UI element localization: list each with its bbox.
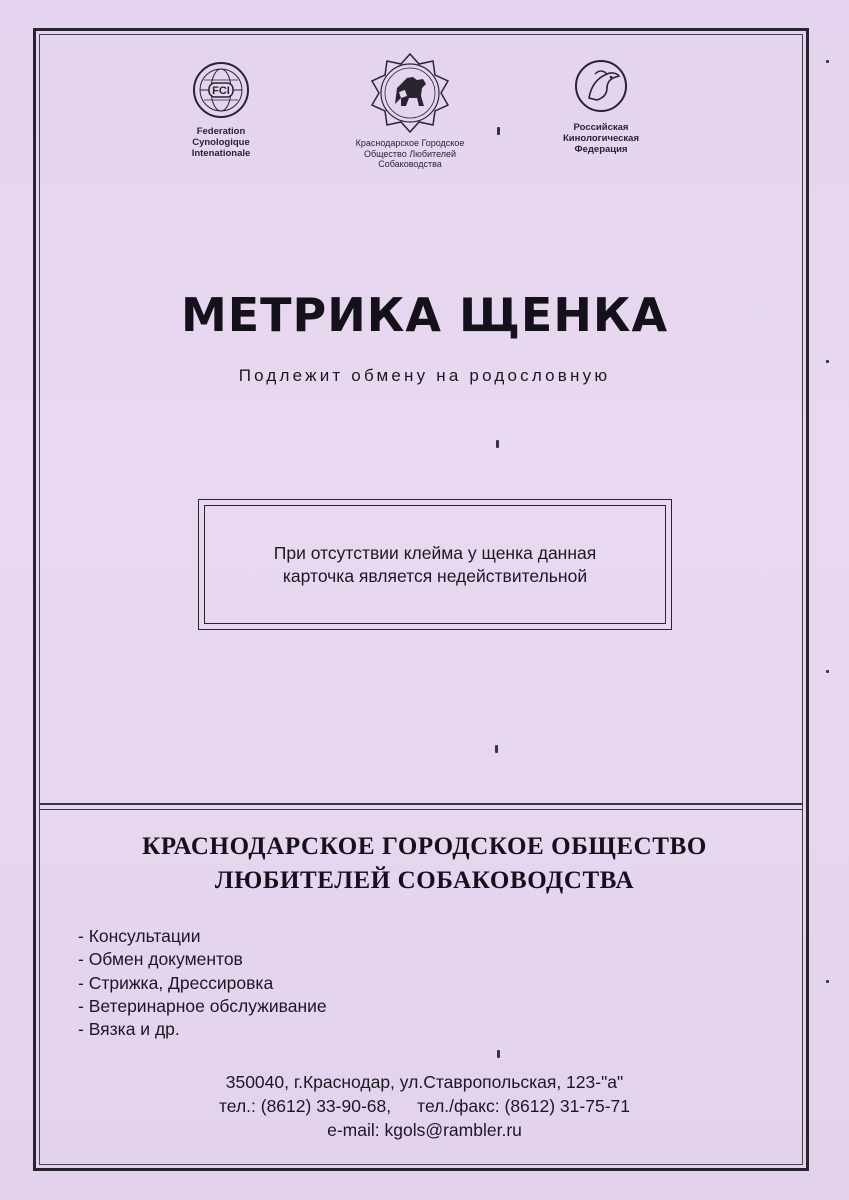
organization-name-line: КРАСНОДАРСКОЕ ГОРОДСКОЕ ОБЩЕСТВО	[142, 833, 707, 860]
scan-speck	[826, 980, 829, 983]
dog-emblem-icon	[369, 52, 451, 134]
notice-line: карточка является недействительной	[282, 565, 588, 586]
service-item: - Вязка и др.	[78, 1019, 180, 1040]
rkf-logo	[542, 58, 660, 155]
address: 350040, г.Краснодар, ул.Ставропольская, 123-"а"	[225, 1072, 624, 1092]
rkf-label-line: Федерация	[574, 144, 628, 155]
service-item: - Обмен документов	[78, 949, 243, 970]
fci-globe-icon	[191, 60, 251, 120]
borzoi-head-icon	[573, 58, 629, 114]
service-item: - Ветеринарное обслуживание	[78, 995, 327, 1016]
document-subtitle: Подлежит обмену на родословную	[238, 366, 611, 385]
scan-speck	[826, 60, 829, 63]
kgols-label-line: Общество Любителей	[363, 148, 457, 159]
contacts-block	[0, 1070, 849, 1142]
service-item: - Консультации	[78, 926, 201, 946]
scan-speck	[497, 1050, 500, 1058]
email: e-mail: kgols@rambler.ru	[327, 1120, 522, 1140]
organization-name-line: ЛЮБИТЕЛЕЙ СОБАКОВОДСТВА	[214, 867, 635, 894]
phones-line	[0, 1094, 849, 1118]
phone: тел.: (8612) 33-90-68,	[218, 1096, 392, 1116]
notice-box	[204, 505, 666, 624]
service-item: - Стрижка, Дрессировка	[78, 972, 274, 993]
section-divider-thin	[39, 809, 803, 810]
rkf-label-line: Российская	[573, 122, 629, 133]
fci-label-line: Intenationale	[191, 148, 251, 159]
scan-speck	[496, 440, 499, 448]
fci-label-line: Federation	[196, 126, 246, 137]
notice-line: При отсутствии клейма у щенка данная	[273, 542, 597, 563]
organization-name	[0, 830, 849, 898]
scan-speck	[495, 745, 498, 753]
fci-emblem-text: FCI	[212, 85, 230, 97]
rkf-label-line: Кинологическая	[563, 133, 639, 144]
scan-speck	[826, 360, 829, 363]
kgols-logo	[330, 52, 490, 170]
fci-label-line: Cynologique	[192, 137, 250, 148]
section-divider	[39, 803, 803, 805]
kgols-label-line: Собаководства	[378, 159, 442, 169]
scan-speck	[826, 670, 829, 673]
fci-logo	[166, 60, 276, 159]
phone-fax: тел./факс: (8612) 31-75-71	[417, 1096, 630, 1116]
scan-speck	[497, 127, 500, 135]
document-title: МЕТРИКА ЩЕНКА	[180, 288, 669, 342]
services-list	[78, 925, 327, 1041]
kgols-label-line: Краснодарское Городское	[355, 138, 465, 148]
